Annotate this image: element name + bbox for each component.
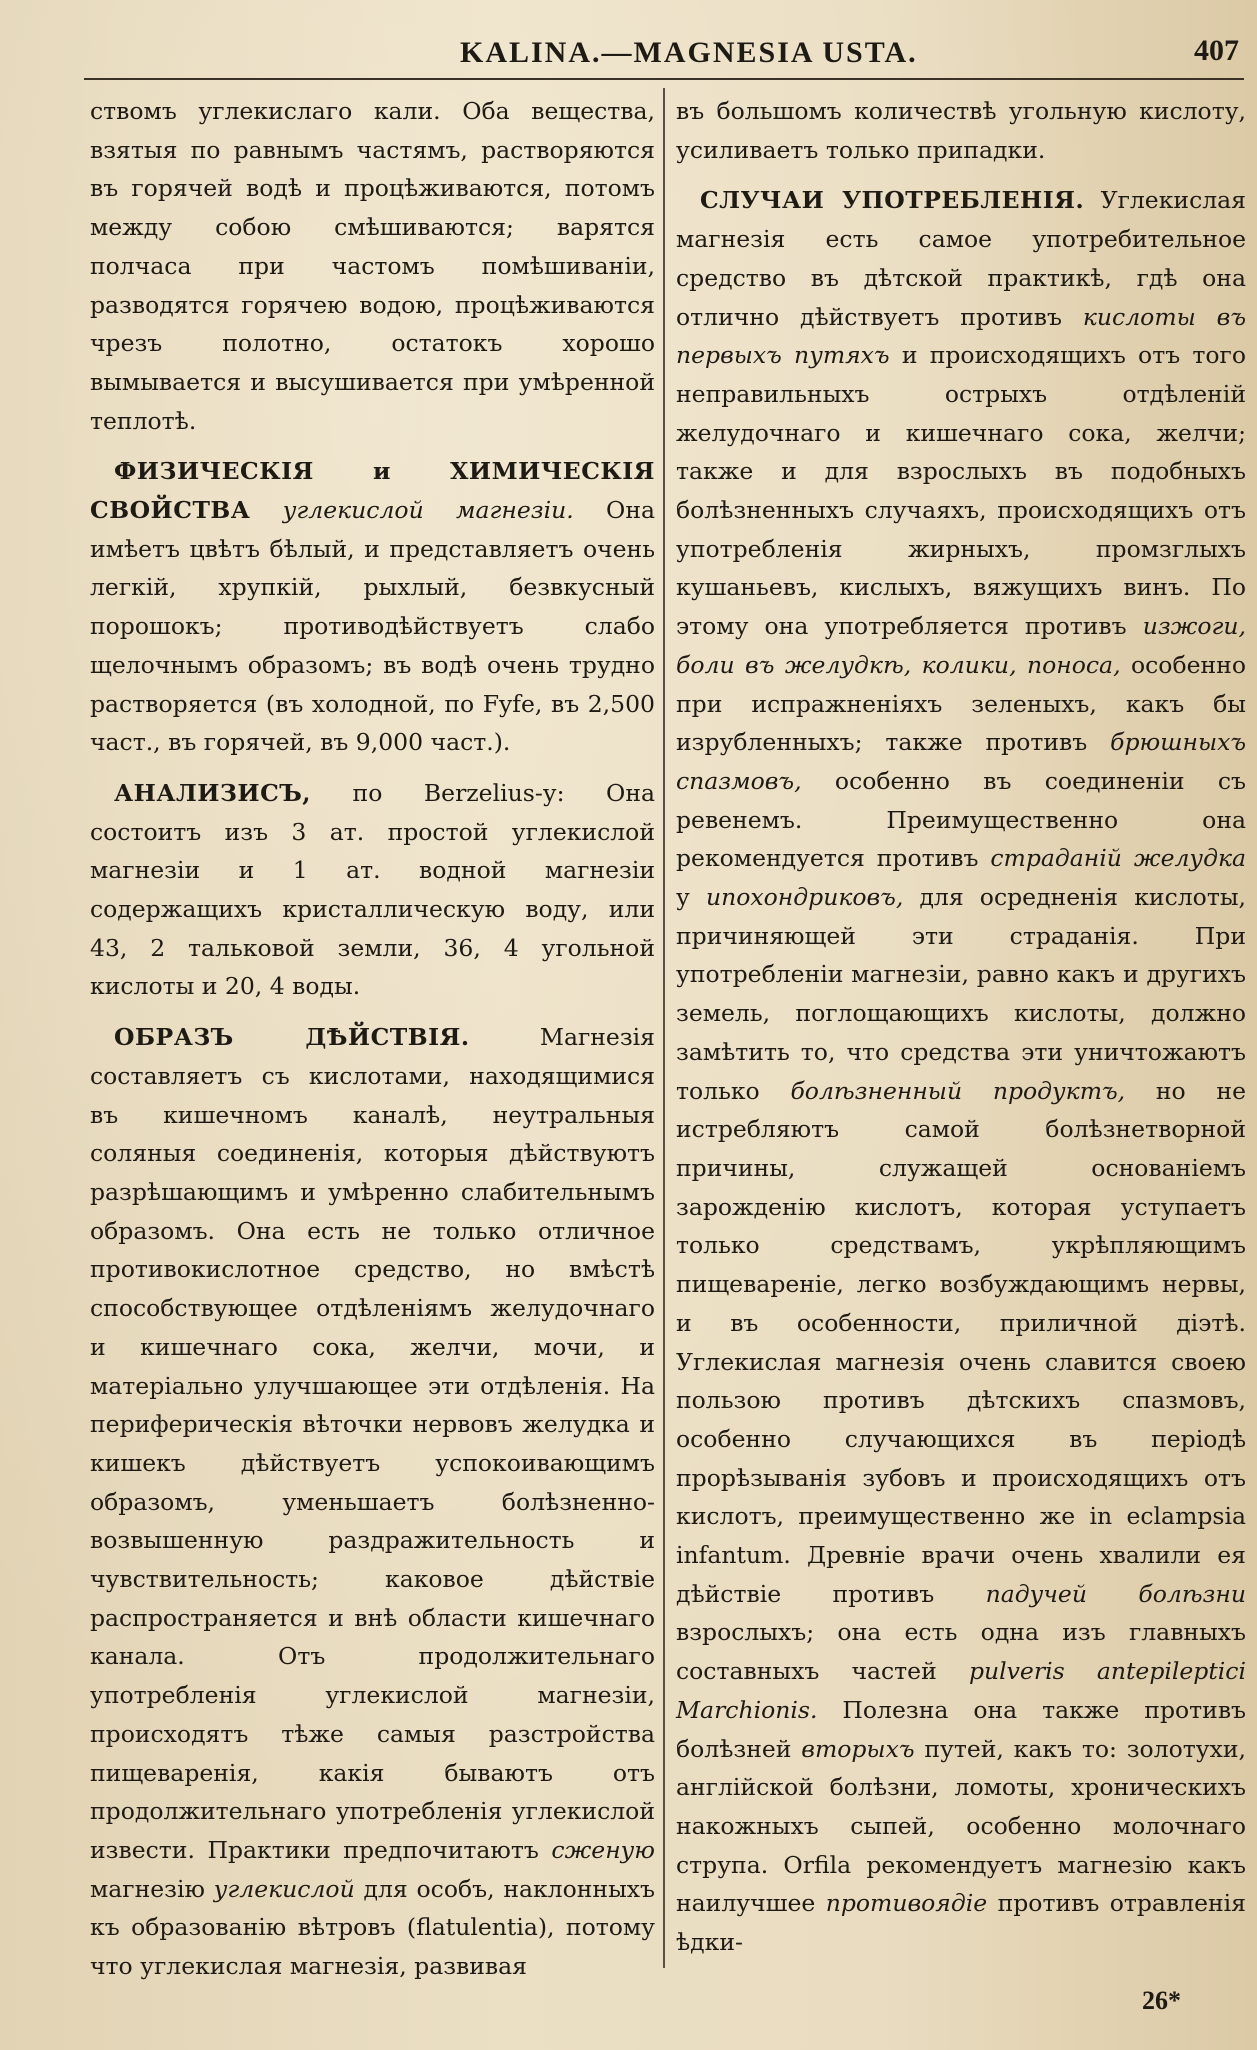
section-heading-properties: ФИЗИЧЕСКІЯ и ХИМИЧЕСКІЯ СВОЙСТВА xyxy=(90,457,655,525)
left-column xyxy=(90,92,655,1986)
paragraph-text: по Berzelius-у: Она состоитъ изъ 3 ат. простой углекислой магнезіи и 1 ат. водной магнезіи содержащихъ кристаллическую воду, или 43, 2 тальковой земли, 36, 4 угольной кислоты и 20, 4 воды. xyxy=(90,778,655,1001)
italic-term: страданій желудка xyxy=(990,844,1247,873)
italic-term: pulveris antepileptici Marchionis. xyxy=(676,1657,1246,1724)
paragraph-text: магнезію xyxy=(90,1874,214,1903)
italic-term: углекислой xyxy=(213,1874,355,1903)
paragraph-analysis xyxy=(90,774,655,1006)
paragraph-text: и происходящихъ отъ того неправильныхъ острыхъ отдѣленій желудочнаго и кишечнаго сока, желчи; также и для взрослыхъ въ подобныхъ болѣзненныхъ случаяхъ, происходящихъ отъ употребленія жирныхъ, промзглыхъ кушаньевъ, кислыхъ, вяжущихъ винъ. По этому она употребляется противъ xyxy=(676,341,1246,641)
paragraph-text: Она имѣетъ цвѣтъ бѣлый, и представляетъ очень легкій, хрупкій, рыхлый, безвкусный порошокъ; противодѣйствуетъ слабо щелочнымъ образомъ; въ водѣ очень трудно растворяется (въ холодной, по Fyfe, въ 2,500 част., въ горячей, въ 9,000 част.). xyxy=(90,496,655,757)
italic-term: брюшныхъ спазмовъ, xyxy=(676,728,1246,795)
paragraph-text: взрослыхъ; она есть одна изъ главныхъ составныхъ частей xyxy=(676,1618,1246,1686)
paragraph-text: Полезна она также противъ болѣзней xyxy=(676,1695,1246,1763)
paragraph-usage xyxy=(676,181,1246,1961)
paragraph-text: Магнезія составляетъ съ кислотами, находящимися въ кишечномъ каналѣ, неутральныя соляныя соединенія, которыя дѣйствуютъ разрѣшающимъ и умѣренно слабительнымъ образомъ. Она есть не только отличное противокислотное средство, но вмѣстѣ способствующее отдѣленіямъ желудочнаго и кишечнаго сока, желчи, мочи, и матеріально улучшающее эти отдѣленія. На периферическія вѣточки нервовъ желудка и кишекъ дѣйствуетъ успокоивающимъ образомъ, уменьшаетъ болѣзненно-возвышенную раздражительность и чувствительность; каковое дѣйствіе распространяется и внѣ области кишечнаго канала. Отъ продолжительнаго употребленія углекислой магнезіи, происходятъ тѣже самыя разстройства пищеваренія, какія бываютъ отъ продолжительнаго употребленія углекислой извести. Практики предпочитаютъ xyxy=(90,1023,655,1864)
paragraph-preparation-end: ствомъ углекислаго кали. Оба вещества, взятыя по равнымъ частямъ, растворяются въ горячей водѣ и процѣживаются, потомъ между собою смѣшиваются; варятся полчаса при частомъ помѣшиваніи, разводятся горячею водою, процѣживаются чрезъ полотно, остатокъ хорошо вымывается и высушивается при умѣренной теплотѣ. xyxy=(90,97,655,435)
paragraph-text: для осредненія кислоты, причиняющей эти страданія. При употребленіи магнезіи, равно какъ и другихъ земель, поглощающихъ кислоты, должно замѣтить то, что средства эти уничтожаютъ только xyxy=(676,883,1246,1105)
page-number: 407 xyxy=(1194,34,1239,67)
italic-term: падучей болѣзни xyxy=(985,1579,1246,1608)
paragraph-properties xyxy=(90,452,655,762)
paragraph-action xyxy=(90,1018,655,1986)
running-head: KALINA.—MAGNESIA USTA. xyxy=(460,36,918,69)
italic-term: изжоги, боли въ желудкѣ, колики, поноса, xyxy=(676,612,1246,679)
column-divider xyxy=(663,88,665,1968)
paragraph-action-end: въ большомъ количествѣ угольную кислоту, усиливаетъ только припадки. xyxy=(676,97,1246,164)
paragraph-text: для особъ, наклонныхъ къ образованію вѣтровъ (flatulentia), потому что углекислая магнезія, развивая xyxy=(90,1874,655,1981)
section-heading-usage: СЛУЧАИ УПОТРЕБЛЕНІЯ. xyxy=(700,186,1085,215)
paragraph-text: противъ отравленія ѣдки- xyxy=(676,1889,1246,1957)
paragraph-text: но не истребляютъ самой болѣзнетворной причины, служащей основаніемъ зарожденію кислотъ, которая уступаетъ только средствамъ, укрѣпляющимъ пищевареніе, легко возбуждающимъ нервы, и въ особенности, приличной діэтѣ. Углекислая магнезія очень славится своею пользою противъ дѣтскихъ спазмовъ, особенно случающихся въ періодѣ прорѣзыванія зубовъ и происходящихъ отъ кислотъ, преимущественно же in eclampsia infantum. Древніе врачи очень хвалили ея дѣйствіе противъ xyxy=(676,1076,1246,1608)
page-header xyxy=(0,34,1257,78)
italic-term: болѣзненный продуктъ, xyxy=(790,1076,1126,1105)
signature-mark: 26* xyxy=(1142,1986,1181,2015)
italic-term: ипохондриковъ, xyxy=(705,883,904,912)
italic-term: противоядіе xyxy=(825,1889,988,1918)
italic-term: углекислой магнезіи. xyxy=(282,496,574,525)
paragraph-text: у xyxy=(676,883,706,912)
right-column xyxy=(676,92,1246,1962)
italic-term: кислоты въ первыхъ путяхъ xyxy=(676,302,1246,370)
header-rule xyxy=(84,78,1244,80)
paragraph-text: Углекислая магнезія есть самое употребительное средство въ дѣтской практикѣ, гдѣ она отлично дѣйствуетъ противъ xyxy=(676,186,1246,331)
paragraph-text: особенно при испражненіяхъ зеленыхъ, какъ бы изрубленныхъ; также противъ xyxy=(676,650,1246,757)
section-heading-analysis: АНАЛИЗИСЪ, xyxy=(114,778,311,807)
paragraph-text: путей, какъ то: золотухи, англійской болѣзни, ломоты, хроническихъ накожныхъ сыпей, особенно молочнаго струпа. Orfila рекомендуетъ магнезію какъ наилучшее xyxy=(676,1734,1246,1918)
italic-term: сженую xyxy=(551,1835,655,1864)
italic-term: вторыхъ xyxy=(801,1734,915,1763)
paragraph-text: особенно въ соединеніи съ ревенемъ. Преимущественно она рекомендуется противъ xyxy=(676,766,1246,873)
section-heading-action: ОБРАЗЪ ДѢЙСТВІЯ. xyxy=(114,1023,470,1052)
